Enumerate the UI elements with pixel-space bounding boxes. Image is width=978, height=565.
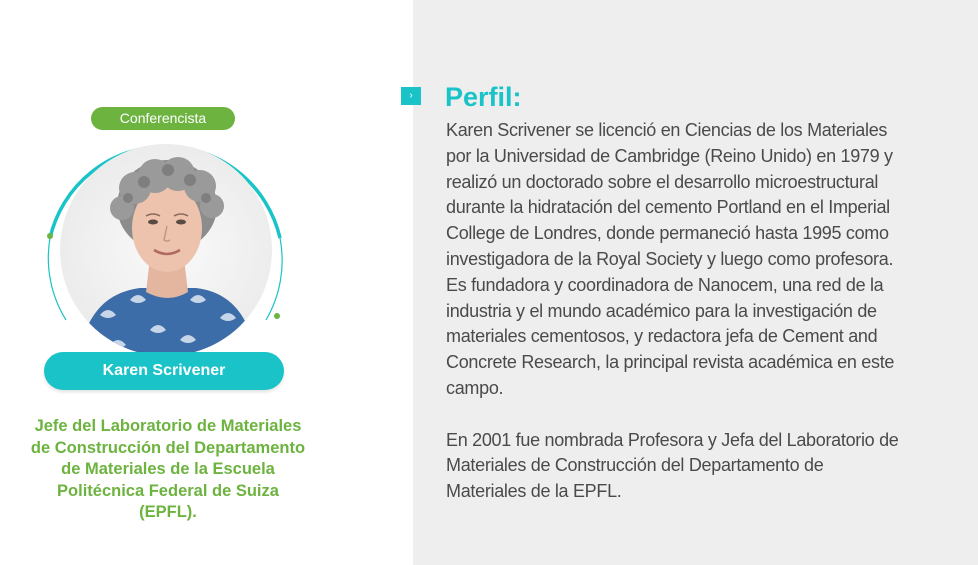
- profile-bio: [446, 118, 976, 505]
- speaker-position: Jefe del Laboratorio de Materiales de Construcción del Departamento de Materiales de la Escuela Politécnica Federal de Suiza (EPFL).: [30, 417, 306, 521]
- bio-paragraph: Karen Scrivener se licenció en Ciencias de los Materiales por la Universidad de Cambridge (Reino Unido) en 1979 y realizó un doctorado sobre el desarrollo microestructural durante la hidratación del cemento Portland en el Imperial College de Londres, donde permaneció hasta 1995 como investigadora de la Royal Society y luego como profesora. Es fundadora y coordinadora de Nanocem, una red de la industria y el mundo académico para la investigación de materiales cementosos, y redactora jefa de Cement and Concrete Research, la principal revista académica en este campo.: [446, 120, 895, 398]
- profile-heading: Perfil:: [445, 82, 522, 112]
- speaker-photo: [40, 140, 300, 380]
- speaker-name: Karen Scrivener: [44, 352, 284, 390]
- chevron-right-icon: ›: [401, 87, 421, 105]
- role-badge: Conferencista: [91, 107, 235, 130]
- portrait-frame: [40, 140, 300, 380]
- bio-paragraph: En 2001 fue nombrada Profesora y Jefa del Laboratorio de Materiales de Construcción del Departamento de Materiales de la EPFL.: [446, 429, 899, 502]
